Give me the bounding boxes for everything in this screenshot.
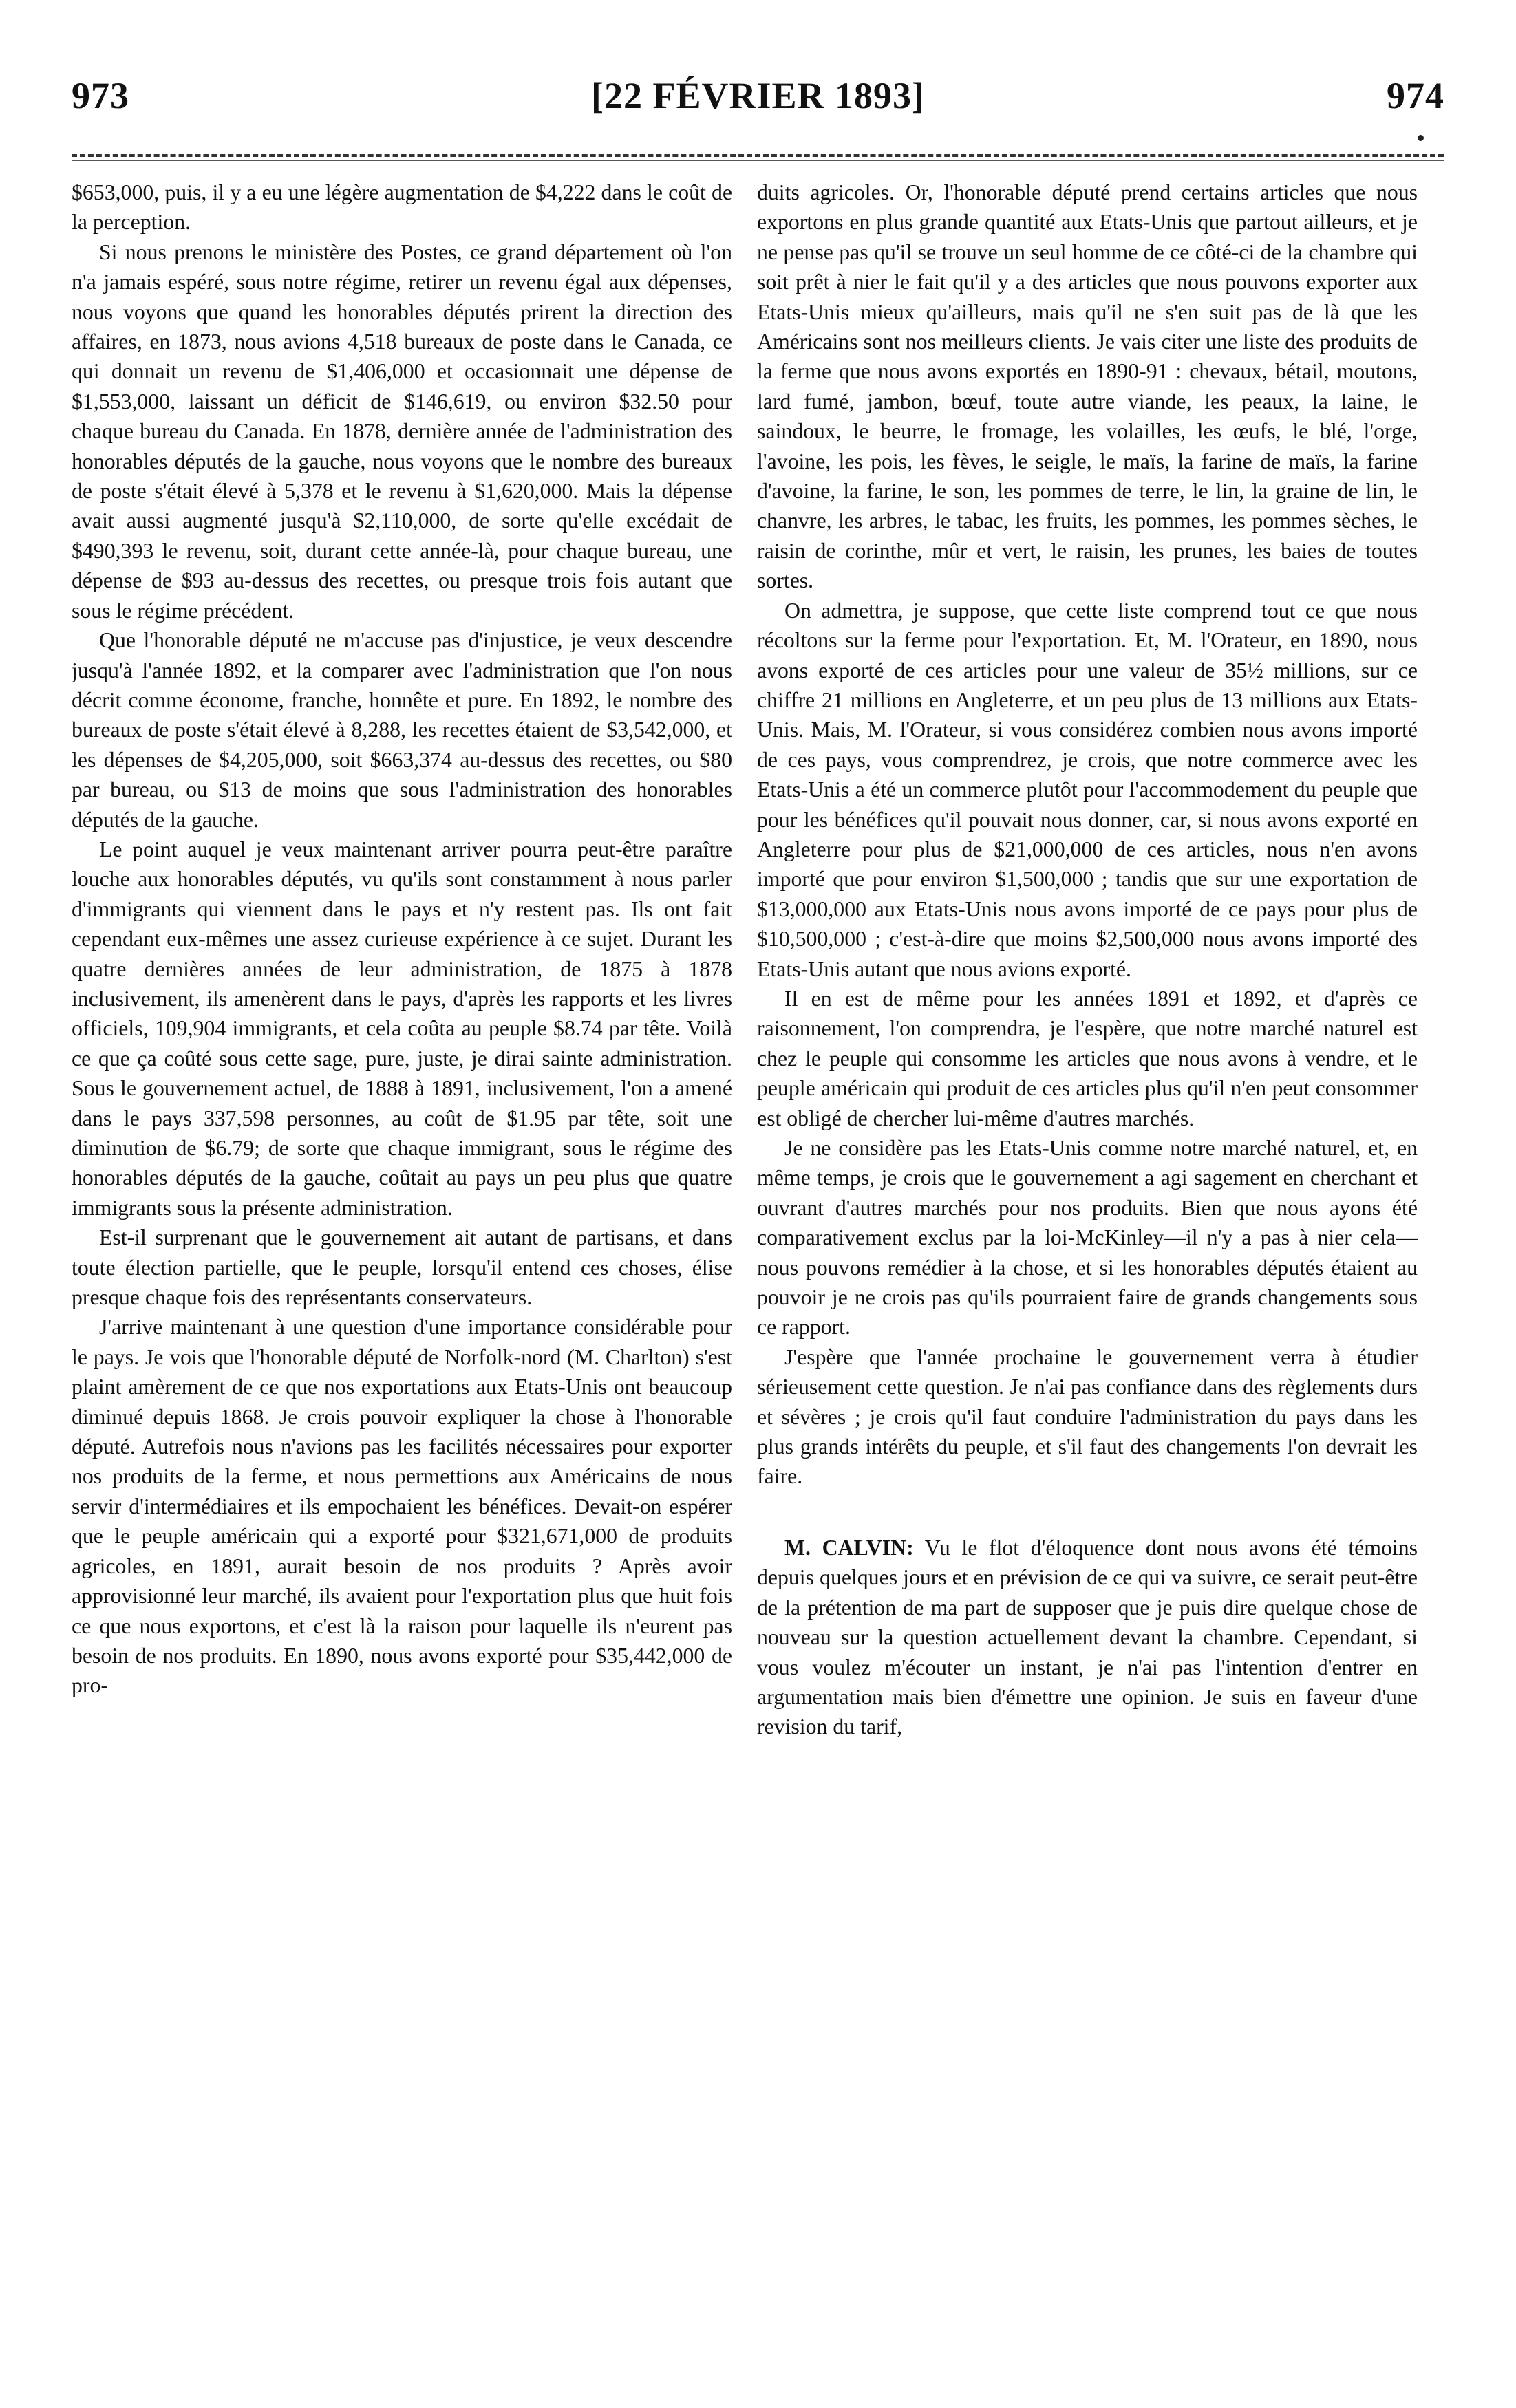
speech-paragraph: [757, 1533, 1418, 1742]
speaker-name: M. CALVIN:: [784, 1535, 914, 1560]
paragraph: Si nous prenons le ministère des Postes, ce grand département où l'on n'a jamais espéré, sous notre régime, retirer un revenu égal aux dépenses, nous voyons que quand les honorables députés prirent la direction des affaires, en 1873, nous avions 4,518 bureaux de poste dans le Canada, ce qui donnait un revenu de $1,406,000 et occasionnait une dépense de $1,553,000, laissant un déficit de $146,619, ou environ $32.50 pour chaque bureau du Canada. En 1878, dernière année de l'administration des honorables députés de la gauche, nous voyons que le nombre des bureaux de poste s'était élevé à 5,378 et le revenu à $1,620,000. Mais la dépense avait aussi augmenté jusqu'à $2,110,000, de sorte qu'elle excédait de $490,393 le revenu, soit, durant cette année-là, pour chaque bureau, une dépense de $93 au-dessus des recettes, ou presque trois fois autant que sous le régime précédent.: [72, 239, 732, 623]
page-number-left: 973: [72, 75, 129, 116]
left-column: [72, 178, 732, 2331]
speech-text: Vu le flot d'éloquence dont nous avons été témoins depuis quelques jours et en prévision de ce qui va suivre, ce serait peut-être de la prétention de ma part de supposer que je puis dire quelque chose de nouveau sur la question actuellement devant la chambre. Cependant, si vous voulez m'écouter un instant, je n'ai pas l'intention d'entrer en argumentation mais bien d'émettre une opinion. Je suis en faveur d'une revision du tarif,: [757, 1535, 1418, 1739]
paragraph: On admettra, je suppose, que cette liste comprend tout ce que nous récoltons sur la ferme pour l'exportation. Et, M. l'Orateur, en 1890, nous avons exporté de ces articles pour une valeur de 35½ millions, sur ce chiffre 21 millions en Angleterre, et un peu plus de 13 millions aux Etats-Unis. Mais, M. l'Orateur, si vous considérez combien nous avons importé de ces pays, vous comprendrez, je crois, que notre commerce avec les Etats-Unis a été un commerce plutôt pour l'accommodement du peuple que pour les bénéfices qu'il pouvait nous donner, car, si nous avons exporté en Angleterre pour plus de $21,000,000 de ces articles, nous n'en avons importé que pour environ $1,500,000 ; tandis que sur une exportation de $13,000,000 aux Etats-Unis nous avons importé de ce pays pour plus de $10,500,000 ; c'est-à-dire que moins $2,500,000 nous avons importé des Etats-Unis autant que nous avions exporté.: [757, 598, 1418, 981]
header-rule-lower: [72, 160, 1444, 161]
ink-dot: [1418, 135, 1424, 141]
page-number-right: 974: [1387, 75, 1444, 116]
paragraph: J'arrive maintenant à une question d'une importance considérable pour le pays. Je vois que l'honorable député de Norfolk-nord (M. Charlton) s'est plaint amèrement de ce que nos exportations aux Etats-Unis ont beaucoup diminué depuis 1868. Je crois pouvoir expliquer la chose à l'honorable député. Autrefois nous n'avions pas les facilités nécessaires pour exporter nos produits de la ferme, et nous permettions aux Américains de nous servir d'intermédiaires et ils empochaient les bénéfices. Devait-on espérer que le peuple américain qui a exporté pour $321,671,000 de produits agricoles, en 1891, aurait besoin de nos produits ? Après avoir approvisionné leur marché, ils avaient pour l'exportation plus que huit fois ce que nous exportons, et c'est là la raison pour laquelle ils n'eurent pas besoin de nos produits. En 1890, nous avons exporté pour $35,442,000 de pro-: [72, 1315, 732, 1698]
paragraph: Est-il surprenant que le gouvernement ait autant de partisans, et dans toute élection partielle, que le peuple, lorsqu'il entend ces choses, élise presque chaque fois des représentants conservateurs.: [72, 1225, 732, 1310]
right-column: [757, 178, 1418, 2331]
paragraph: Que l'honorable député ne m'accuse pas d'injustice, je veux descendre jusqu'à l'année 1892, et la comparer avec l'administration que l'on nous décrit comme économe, franche, honnête et pure. En 1892, le nombre des bureaux de poste s'était élevé à 8,288, les recettes étaient de $3,542,000, et les dépenses de $4,205,000, soit $663,374 au-dessus des recettes, ou $80 par bureau, ou $13 de moins que sous l'administration des honorables députés de la gauche.: [72, 628, 732, 832]
paragraph: $653,000, puis, il y a eu une légère augmentation de $4,222 dans le coût de la perception.: [72, 180, 732, 235]
paragraph: Il en est de même pour les années 1891 et 1892, et d'après ce raisonnement, l'on comprendra, je l'espère, que notre marché naturel est chez le peuple qui consomme les articles que nous avons à vendre, et le peuple américain qui produit de ces articles plus qu'il n'en peut consommer est obligé de chercher lui-même d'autres marchés.: [757, 986, 1418, 1130]
paragraph: J'espère que l'année prochaine le gouvernement verra à étudier sérieusement cette question. Je n'ai pas confiance dans des règlements durs et sévères ; je crois qu'il faut conduire l'administration du pays dans les plus grands intérêts du peuple, et s'il faut des changements l'on devrait les faire.: [757, 1344, 1418, 1489]
header-rule: [72, 154, 1444, 157]
page-date-header: [22 FÉVRIER 1893]: [591, 75, 925, 116]
paragraph: Le point auquel je veux maintenant arriver pourra peut-être paraître louche aux honorables députés, vu qu'ils sont constamment à nous parler d'immigrants qui viennent dans le pays et n'y restent pas. Ils ont fait cependant eux-mêmes une assez curieuse expérience à ce sujet. Durant les quatre dernières années de leur administration, de 1875 à 1878 inclusivement, ils amenèrent dans le pays, d'après les rapports et les livres officiels, 109,904 immigrants, et cela coûta au peuple $8.74 par tête. Voilà ce que ça coûté sous cette sage, pure, juste, je dirai sainte administration. Sous le gouvernement actuel, de 1888 à 1891, inclusivement, l'on a amené dans le pays 337,598 personnes, au coût de $1.95 par tête, soit une diminution de $6.79; de sorte que chaque immigrant, sous le régime des honorables députés de la gauche, coûtait au pays un peu plus que quatre immigrants sous la présente administration.: [72, 837, 732, 1220]
paragraph: Je ne considère pas les Etats-Unis comme notre marché naturel, et, en même temps, je crois que le gouvernement a agi sagement en cherchant et ouvrant d'autres marchés pour nos produits. Bien que nous ayons été comparativement exclus par la loi-McKinley—il n'y a pas à nier cela—nous pouvons remédier à la chose, et si les honorables députés étaient au pouvoir je ne crois pas qu'ils pourraient faire de grands changements sous ce rapport.: [757, 1136, 1418, 1340]
paragraph: duits agricoles. Or, l'honorable député prend certains articles que nous exportons en plus grande quantité aux Etats-Unis que partout ailleurs, et je ne pense pas qu'il se trouve un seul homme de ce côté-ci de la chambre qui soit prêt à nier le fait qu'il y a des articles que nous pouvons exporter aux Etats-Unis mieux qu'ailleurs, mais qu'il ne s'en suit pas de là que les Américains sont nos meilleurs clients. Je vais citer une liste des produits de la ferme que nous avons exportés en 1890-91 : chevaux, bétail, moutons, lard fumé, jambon, bœuf, toute autre viande, les peaux, la laine, le saindoux, le beurre, le fromage, les volailles, les œufs, le blé, l'orge, l'avoine, les pois, les fèves, le seigle, le maïs, la farine de maïs, la farine d'avoine, la farine, le son, les pommes de terre, le lin, la graine de lin, le chanvre, les arbres, le tabac, les fruits, les pommes, les pommes sèches, le raisin de corinthe, mûr et vert, le raisin, les prunes, les baies de toutes sortes.: [757, 180, 1418, 593]
